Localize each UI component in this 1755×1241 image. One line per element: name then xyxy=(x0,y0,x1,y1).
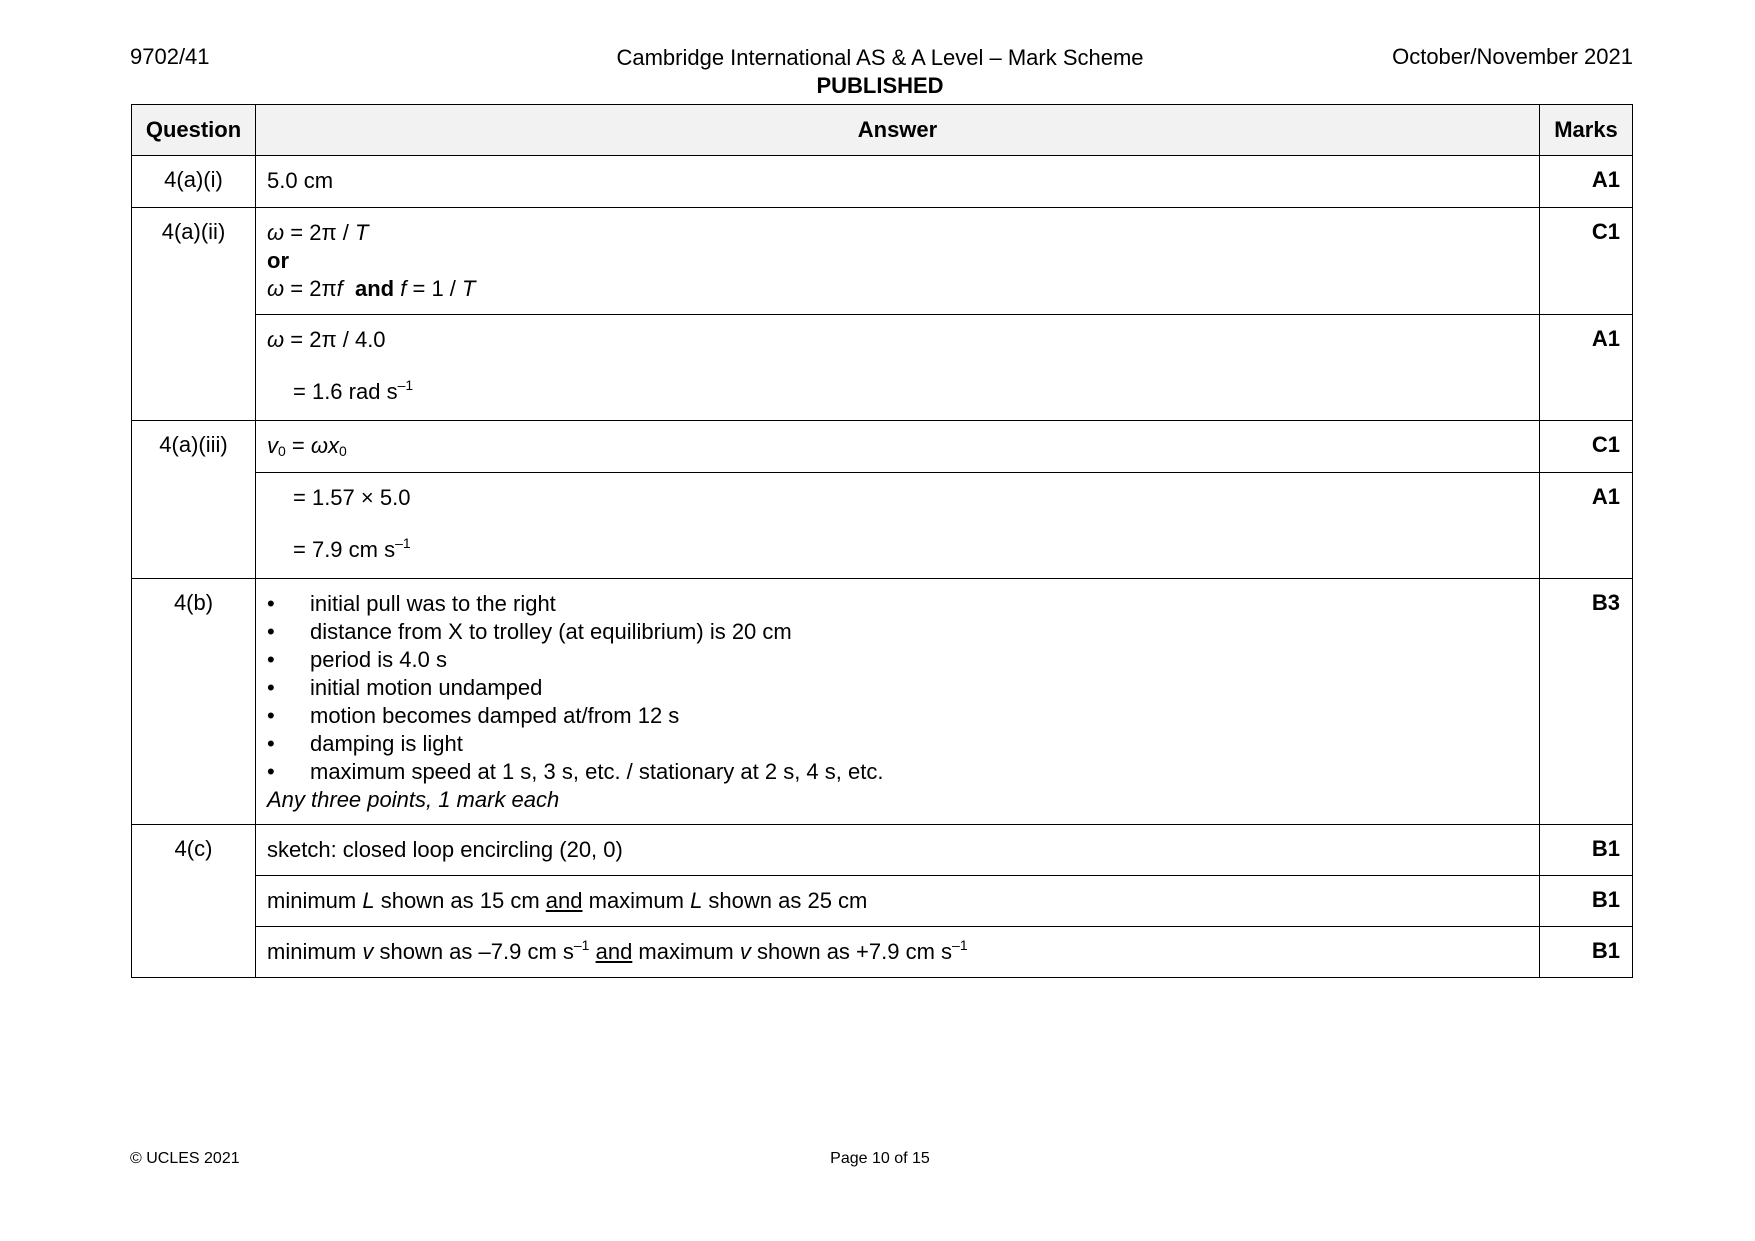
answer-cell xyxy=(256,927,1540,978)
point-text: period is 4.0 s xyxy=(310,647,447,672)
exam-session: October/November 2021 xyxy=(1392,44,1633,69)
unit-exponent: –1 xyxy=(395,535,411,551)
answer-text: minimum xyxy=(267,939,363,964)
list-item xyxy=(267,674,1528,702)
mark-cell: B1 xyxy=(1540,825,1633,876)
answer-cell xyxy=(256,315,1540,421)
frequency-symbol: f xyxy=(336,276,343,301)
answer-cell xyxy=(256,421,1540,473)
mark-cell: A1 xyxy=(1540,156,1633,208)
document-title: Cambridge International AS & A Level – Mark Scheme xyxy=(616,45,1144,70)
mark-cell: B3 xyxy=(1540,579,1633,825)
question-number: 4(a)(iii) xyxy=(132,421,256,579)
answer-line xyxy=(267,378,1528,406)
header-title-block xyxy=(580,44,1180,100)
subscript: 0 xyxy=(278,443,286,459)
table-row xyxy=(132,579,1633,825)
table-header-row xyxy=(132,105,1633,156)
answer-header: Answer xyxy=(256,105,1540,156)
answer-cell xyxy=(256,473,1540,579)
amplitude-symbol: x xyxy=(328,433,340,458)
equation-text: = 2π / xyxy=(284,220,355,245)
and-label: and xyxy=(355,276,395,301)
table-row xyxy=(132,315,1633,421)
point-text: initial pull was to the right xyxy=(310,591,556,616)
unit-exponent: –1 xyxy=(573,937,590,953)
answer-cell xyxy=(256,876,1540,927)
marking-points-list xyxy=(267,590,1528,786)
answer-line: = 1.57 × 5.0 xyxy=(293,485,411,510)
paper-code: 9702/41 xyxy=(130,44,210,69)
or-label: or xyxy=(267,248,289,273)
bullet: • xyxy=(267,647,275,672)
table-row xyxy=(132,876,1633,927)
question-number: 4(c) xyxy=(132,825,256,978)
subscript: 0 xyxy=(339,443,347,459)
table-row xyxy=(132,208,1633,315)
omega-symbol: ω xyxy=(267,276,285,301)
answer-text: maximum xyxy=(582,888,691,913)
unit-exponent: –1 xyxy=(397,377,414,393)
answer-cell xyxy=(256,579,1540,825)
unit-exponent: –1 xyxy=(952,937,968,953)
omega-symbol: ω xyxy=(267,220,285,245)
list-item xyxy=(267,758,1528,786)
table-row xyxy=(132,421,1633,473)
question-number: 4(a)(ii) xyxy=(132,208,256,421)
frequency-symbol: f xyxy=(400,276,407,301)
period-symbol: T xyxy=(354,220,369,245)
result-text: = 7.9 cm s xyxy=(293,537,396,562)
answer-line xyxy=(267,536,1528,564)
and-label: and xyxy=(545,888,583,913)
velocity-symbol: v xyxy=(267,433,278,458)
mark-cell: B1 xyxy=(1540,876,1633,927)
answer-text: shown as +7.9 cm s xyxy=(750,939,953,964)
question-number: 4(a)(i) xyxy=(132,156,256,208)
velocity-symbol: v xyxy=(362,939,374,964)
bullet: • xyxy=(267,759,275,784)
answer-text: shown as –7.9 cm s xyxy=(373,939,574,964)
length-symbol: L xyxy=(690,888,703,913)
answer-cell: 5.0 cm xyxy=(256,156,1540,208)
mark-cell: C1 xyxy=(1540,208,1633,315)
omega-symbol: ω xyxy=(267,327,285,352)
table-row xyxy=(132,927,1633,978)
table-row xyxy=(132,473,1633,579)
period-symbol: T xyxy=(462,276,476,301)
published-label: PUBLISHED xyxy=(816,73,944,98)
bullet: • xyxy=(267,619,275,644)
bullet: • xyxy=(267,675,275,700)
page-number: Page 10 of 15 xyxy=(830,1150,930,1167)
equation-text: = 2π / 4.0 xyxy=(284,327,386,352)
velocity-symbol: v xyxy=(739,939,751,964)
point-text: maximum speed at 1 s, 3 s, etc. / stationary at 2 s, 4 s, etc. xyxy=(310,759,884,784)
result-text: = 1.6 rad s xyxy=(293,379,398,404)
list-item xyxy=(267,618,1528,646)
answer-text: shown as 15 cm xyxy=(374,888,546,913)
answer-text: shown as 25 cm xyxy=(702,888,868,913)
list-item xyxy=(267,730,1528,758)
mark-cell: C1 xyxy=(1540,421,1633,473)
marking-note: Any three points, 1 mark each xyxy=(267,787,560,812)
table-row xyxy=(132,825,1633,876)
copyright-notice: © UCLES 2021 xyxy=(130,1150,240,1167)
bullet: • xyxy=(267,591,275,616)
bullet: • xyxy=(267,703,275,728)
answer-cell: sketch: closed loop encircling (20, 0) xyxy=(256,825,1540,876)
point-text: motion becomes damped at/from 12 s xyxy=(310,703,680,728)
point-text: damping is light xyxy=(310,731,463,756)
list-item xyxy=(267,702,1528,730)
equals-sign: = xyxy=(285,433,311,458)
list-item xyxy=(267,646,1528,674)
mark-cell: A1 xyxy=(1540,315,1633,421)
answer-line xyxy=(267,275,1528,303)
answer-text: minimum xyxy=(267,888,363,913)
bullet: • xyxy=(267,731,275,756)
answer-line xyxy=(267,219,1528,247)
omega-symbol: ω xyxy=(310,433,329,458)
question-header: Question xyxy=(132,105,256,156)
equation-text: = 2π xyxy=(284,276,337,301)
question-number: 4(b) xyxy=(132,579,256,825)
table-row xyxy=(132,156,1633,208)
point-text: initial motion undamped xyxy=(310,675,543,700)
mark-cell: B1 xyxy=(1540,927,1633,978)
and-label: and xyxy=(595,939,633,964)
equation-text: = 1 / xyxy=(406,276,463,301)
answer-cell xyxy=(256,208,1540,315)
point-text: distance from X to trolley (at equilibrium) is 20 cm xyxy=(310,619,792,644)
answer-line xyxy=(267,326,1528,354)
length-symbol: L xyxy=(362,888,375,913)
list-item xyxy=(267,590,1528,618)
mark-scheme-table xyxy=(131,104,1633,978)
marks-header: Marks xyxy=(1540,105,1633,156)
mark-cell: A1 xyxy=(1540,473,1633,579)
answer-text: maximum xyxy=(632,939,740,964)
